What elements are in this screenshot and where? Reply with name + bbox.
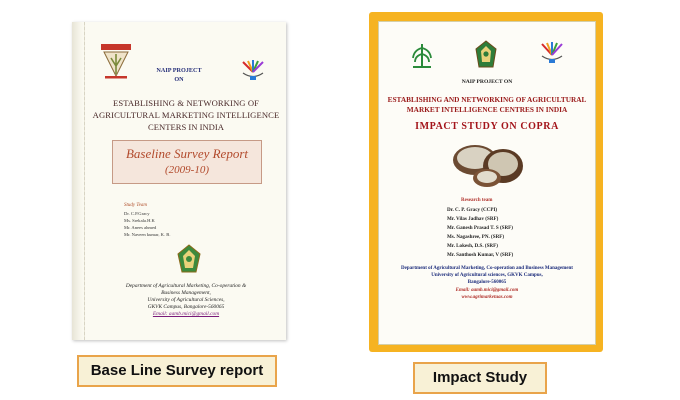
team-member: Mr. Anees ahmed (124, 225, 157, 230)
project-label: NAIP PROJECT ON (461, 79, 513, 85)
title-line-1: ESTABLISHING & NETWORKING OF (112, 98, 260, 108)
study-team-label: Study Team (124, 203, 148, 208)
baseline-report-cover (72, 22, 286, 340)
team-member: Dr. C. P. Gracy (CCPI) (447, 207, 498, 213)
uas-seal-icon (176, 244, 202, 274)
team-member: Mr. Lokesh, D.S. (SRF) (447, 243, 498, 249)
impact-study-cover (378, 21, 596, 345)
survey-title-box (112, 140, 262, 184)
dept-line-2: University of Agricultural sciences, GKVK Campus, (431, 273, 543, 278)
baseline-report-caption: Base Line Survey report (77, 355, 277, 387)
title-line-2: AGRICULTURAL MARKETING INTELLIGENCE (92, 110, 280, 120)
dept-line-1: Department of Agricultural Marketing, Co-operation & (125, 283, 247, 289)
team-member: Dr. C.P.Gracy (124, 211, 150, 216)
impact-study-title: IMPACT STUDY ON COPRA (415, 121, 559, 132)
title-line-1: ESTABLISHING AND NETWORKING OF AGRICULTURAL (387, 95, 587, 104)
impact-study-frame (369, 12, 603, 352)
survey-title: Baseline Survey Report (125, 146, 248, 161)
project-label: NAIP PROJECT (156, 67, 202, 74)
dept-line-3: Bangalore-560065 (467, 280, 507, 285)
team-member: Ms. Nagashree, PN. (SRF) (447, 234, 505, 240)
dept-email: Email: aamb.mici@gmail.com (455, 288, 519, 293)
team-member: Mr. Santhosh Kumar, V (SRF) (447, 252, 514, 258)
icar-logo-icon (409, 42, 435, 70)
copra-photo (449, 138, 527, 190)
team-member: Mr. Naveen kumar, K. B. (124, 232, 171, 237)
team-member: Ms. Srekala.H.K (124, 218, 155, 223)
dept-email: Email: aamb.mici@gmail.com (152, 311, 220, 317)
title-line-3: CENTERS IN INDIA (148, 122, 224, 132)
survey-years: (2009-10) (165, 164, 209, 176)
dept-line-4: GKVK Campus, Bangalore-560065 (147, 304, 225, 310)
title-line-2: MARKET INTELLIGENCE CENTRES IN INDIA (406, 105, 568, 114)
uas-seal-icon (475, 40, 497, 70)
dept-line-1: Department of Agricultural Marketing, Co-operation and Business Management (401, 266, 573, 271)
university-emblem-icon (98, 42, 134, 80)
dept-line-2: Business Management, (161, 290, 211, 296)
team-member: Mr. Ganesh Prasad T. S (SRF) (447, 225, 513, 231)
dept-line-3: University of Agricultural Sciences, (147, 297, 225, 303)
research-team-label: Research team (461, 198, 493, 203)
dept-website: www.agrimarketuas.com (461, 295, 513, 300)
naip-logo-icon (539, 42, 565, 66)
impact-study-caption: Impact Study (413, 362, 547, 394)
project-on-label: ON (174, 76, 184, 83)
team-member: Mr. Vilas Jadhav (SRF) (447, 216, 499, 222)
